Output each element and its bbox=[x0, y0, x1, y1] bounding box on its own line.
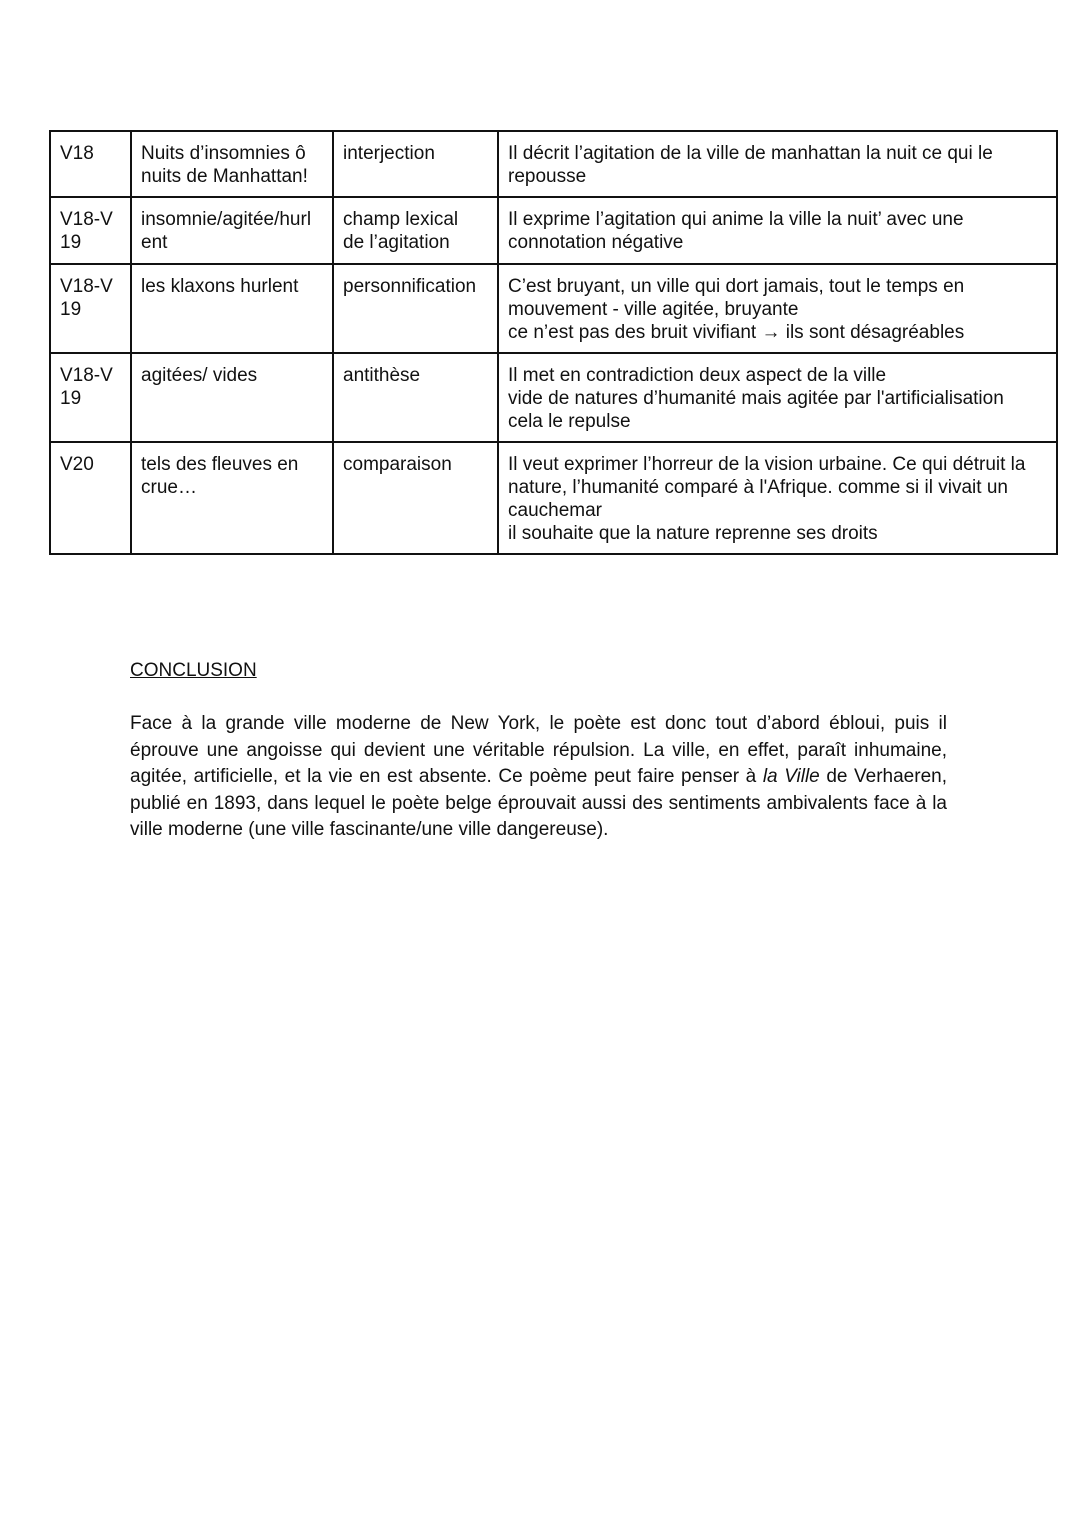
verse-cell: V18 bbox=[50, 131, 131, 197]
conclusion-text-part: Face à la grande ville moderne de New York, le poète est donc tout d’abord ébloui, puis il éprouve une angoisse qui devient une véritable répulsion. La ville, en effet, paraît inhumaine, agitée, artificielle, et la vie en est absente. Ce poème peut faire penser à bbox=[130, 713, 947, 787]
quote-cell: tels des fleuves en crue… bbox=[131, 442, 333, 554]
conclusion-text-part: de Verhaeren, publié en 1893, dans lequel le poète belge éprouvait aussi des sentiments ambivalents face à la ville moderne (une ville fascinante/une ville dangereuse). bbox=[130, 766, 947, 840]
analysis-table bbox=[49, 130, 1058, 555]
verse-cell: V18-V 19 bbox=[50, 353, 131, 442]
verse-cell: V20 bbox=[50, 442, 131, 554]
table-row bbox=[50, 197, 1057, 264]
conclusion-heading: CONCLUSION bbox=[130, 660, 257, 681]
device-cell: personnification bbox=[333, 264, 498, 353]
analysis-cell: Il exprime l’agitation qui anime la ville la nuit’ avec une connotation négative bbox=[498, 197, 1057, 264]
work-title: la Ville bbox=[762, 766, 820, 787]
verse-cell: V18-V 19 bbox=[50, 197, 131, 264]
device-cell: comparaison bbox=[333, 442, 498, 554]
analysis-cell: C’est bruyant, un ville qui dort jamais, tout le temps en mouvement - ville agitée, bruyante ce n’est pas des bruit vivifiant → ils sont désagréables bbox=[498, 264, 1057, 353]
table-row bbox=[50, 442, 1057, 554]
analysis-cell: Il veut exprimer l’horreur de la vision urbaine. Ce qui détruit la nature, l’humanité comparé à l'Afrique. comme si il vivait un cauchemar il souhaite que la nature reprenne ses droits bbox=[498, 442, 1057, 554]
conclusion-section bbox=[130, 659, 947, 844]
quote-cell: Nuits d’insomnies ô nuits de Manhattan! bbox=[131, 131, 333, 197]
quote-cell: insomnie/agitée/hurl ent bbox=[131, 197, 333, 264]
device-cell: antithèse bbox=[333, 353, 498, 442]
table-row bbox=[50, 131, 1057, 197]
analysis-cell: Il met en contradiction deux aspect de la ville vide de natures d’humanité mais agitée par l'artificialisation cela le repulse bbox=[498, 353, 1057, 442]
table-row bbox=[50, 353, 1057, 442]
quote-cell: les klaxons hurlent bbox=[131, 264, 333, 353]
table-row bbox=[50, 264, 1057, 353]
verse-cell: V18-V 19 bbox=[50, 264, 131, 353]
device-cell: champ lexical de l’agitation bbox=[333, 197, 498, 264]
device-cell: interjection bbox=[333, 131, 498, 197]
conclusion-paragraph bbox=[130, 711, 947, 844]
quote-cell: agitées/ vides bbox=[131, 353, 333, 442]
analysis-cell: Il décrit l’agitation de la ville de manhattan la nuit ce qui le repousse bbox=[498, 131, 1057, 197]
